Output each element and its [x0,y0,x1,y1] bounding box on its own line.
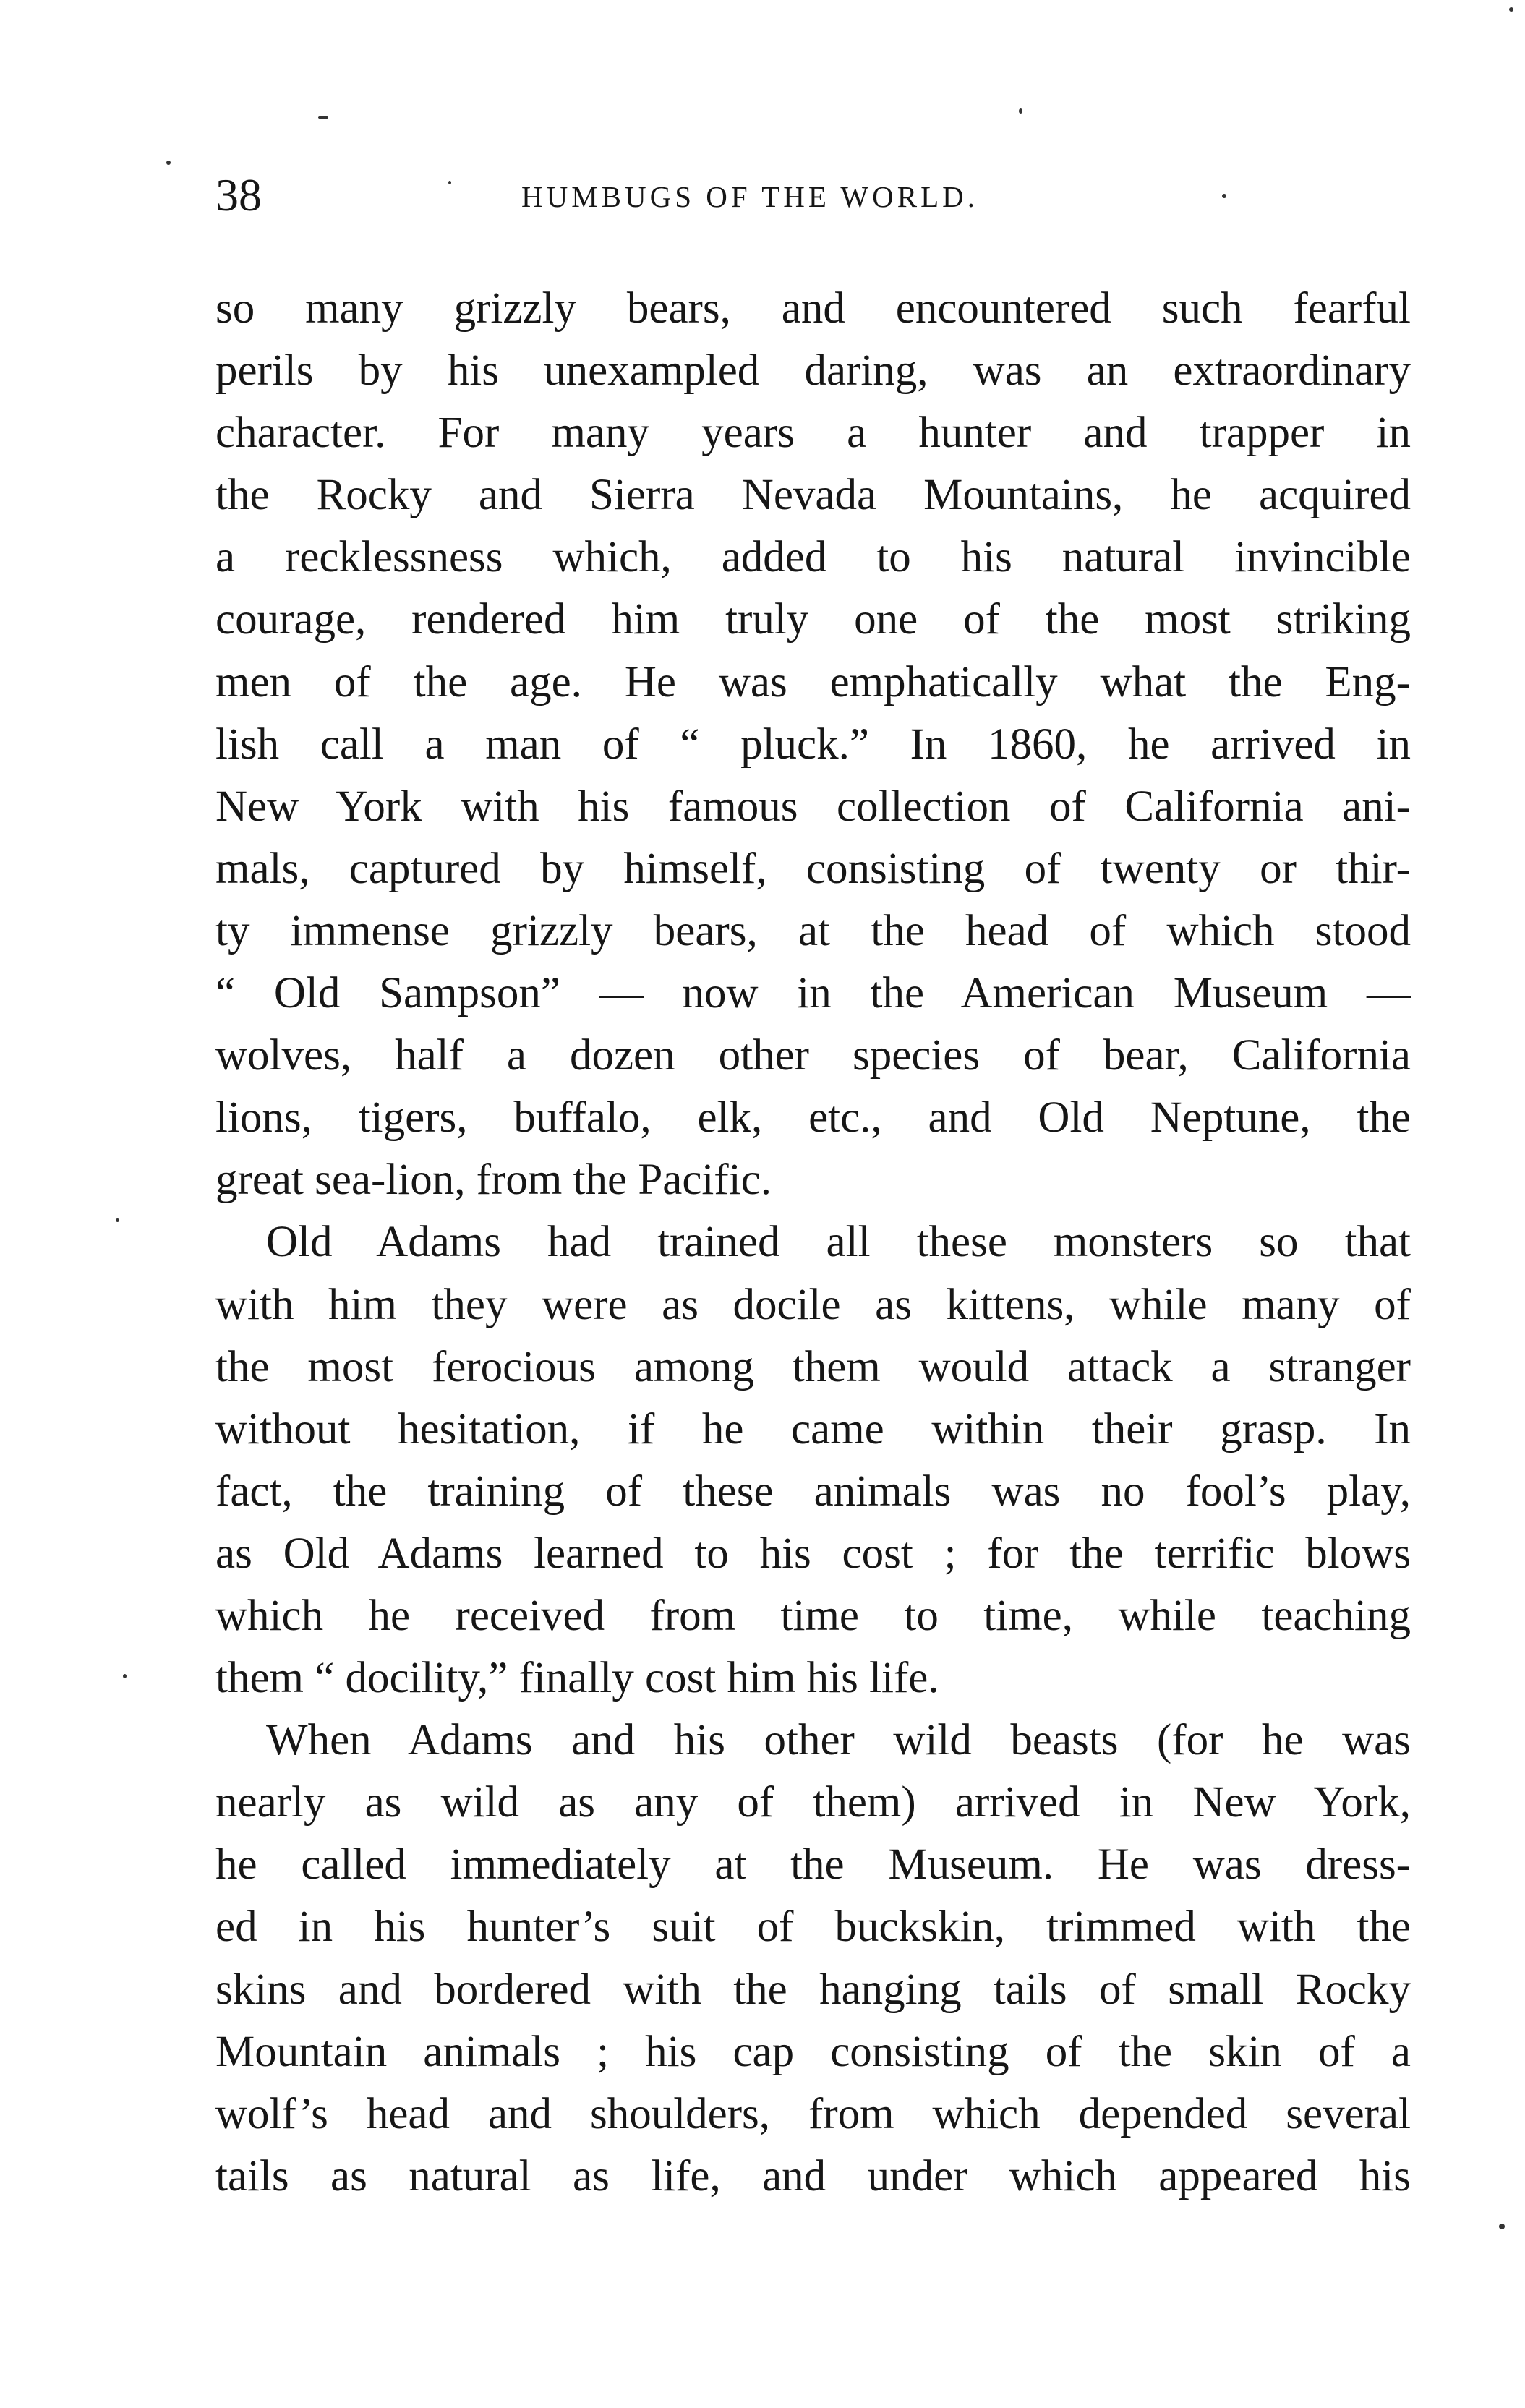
scan-speck [123,1674,127,1678]
text-line: lish call a man of “ pluck.” In 1860, he arrived in [215,720,1411,769]
scan-speck [116,1218,119,1222]
text-line: Mountain animals ; his cap consisting of the skin of a [215,2027,1411,2076]
text-line: ed in his hunter’s suit of buckskin, trimmed with the [215,1903,1411,1952]
text-line: fact, the training of these animals was no fool’s play, [215,1466,1411,1516]
text-line: men of the age. He was emphatically what the Eng- [215,657,1411,706]
text-line: them “ docility,” finally cost him his life. [215,1654,939,1703]
text-line: ty immense grizzly bears, at the head of which stood [215,906,1411,955]
text-line: which he received from time to time, while teaching [215,1591,1411,1640]
page-number: 38 [215,169,262,221]
text-line: without hesitation, if he came within their grasp. In [215,1404,1411,1453]
scan-speck [448,181,451,184]
text-line: Old Adams had trained all these monsters so that [266,1218,1411,1267]
running-title: HUMBUGS OF THE WORLD. [521,180,978,213]
text-line: courage, rendered him truly one of the most striking [215,595,1411,644]
scan-speck [1019,108,1022,114]
text-line: skins and bordered with the hanging tails of small Rocky [215,1965,1411,2014]
text-line: perils by his unexampled daring, was an extraordinary [215,346,1411,396]
text-line: lions, tigers, buffalo, elk, etc., and Old Neptune, the [215,1093,1411,1143]
body-text [215,278,1411,2208]
text-line: character. For many years a hunter and trapper in [215,409,1411,458]
scan-speck [1499,2224,1505,2229]
scan-speck [1509,7,1513,12]
text-line: wolf’s head and shoulders, from which depended several [215,2089,1411,2138]
text-line: great sea-lion, from the Pacific. [215,1156,772,1205]
scan-speck [1222,194,1226,198]
text-line: wolves, half a dozen other species of bear, California [215,1031,1411,1080]
text-line: tails as natural as life, and under which appeared his [215,2151,1411,2200]
text-line: New York with his famous collection of California ani- [215,782,1411,831]
text-line: a recklessness which, added to his natural invincible [215,533,1411,582]
text-line: nearly as wild as any of them) arrived in New York, [215,1778,1411,1827]
text-line: with him they were as docile as kittens, while many of [215,1280,1411,1329]
text-line: so many grizzly bears, and encountered such fearful [215,284,1411,333]
text-line: as Old Adams learned to his cost ; for the terrific blows [215,1529,1411,1578]
scan-speck [166,161,171,165]
text-line: mals, captured by himself, consisting of twenty or thir- [215,844,1411,893]
text-line: he called immediately at the Museum. He was dress- [215,1840,1411,1890]
scan-speck [318,116,328,119]
text-line: When Adams and his other wild beasts (for he was [266,1716,1411,1765]
text-line: “ Old Sampson” — now in the American Museum — [215,969,1411,1018]
text-line: the most ferocious among them would attack a stranger [215,1342,1411,1391]
page-header [215,166,1438,239]
text-line: the Rocky and Sierra Nevada Mountains, he acquired [215,471,1411,520]
